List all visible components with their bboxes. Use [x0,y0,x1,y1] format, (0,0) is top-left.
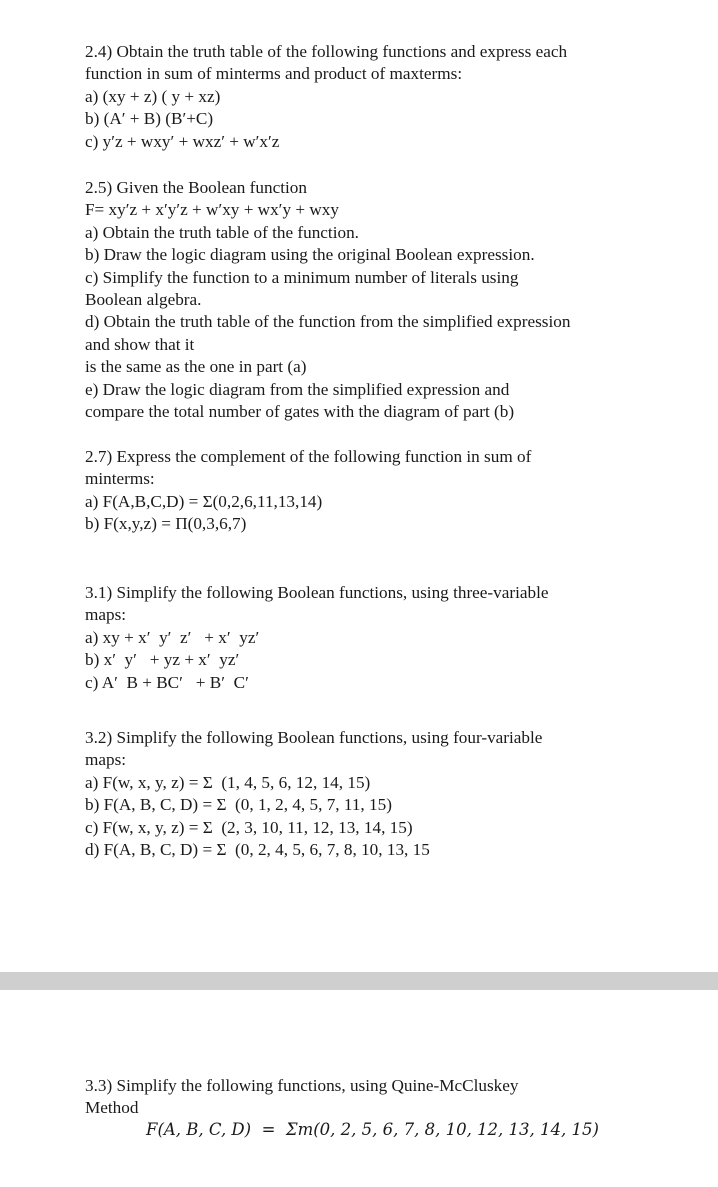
problem-3-1-part-c: c) A′ B + BC′ + B′ C′ [85,672,249,692]
problem-3-2-part-a: a) F(w, x, y, z) = Σ (1, 4, 5, 6, 12, 14, 15) [85,772,371,792]
problem-3-3-equation: F(A, B, C, D) = Σm(0, 2, 5, 6, 7, 8, 10, 12, 13, 14, 15) [146,1120,599,1139]
problem-3-1-line: 3.1) Simplify the following Boolean functions, using three-variable [85,583,549,602]
problem-2-5-part-e: e) Draw the logic diagram from the simplified expression and [85,379,510,399]
problem-2-5 [85,177,645,423]
problem-2-5-line: and show that it [85,334,195,354]
problem-2-4-line: 2.4) Obtain the truth table of the following functions and express each [85,42,568,61]
problem-3-1 [85,582,645,694]
problem-2-4-part-c: c) y′z + wxy′ + wxz′ + w′x′z [85,131,280,151]
problem-3-1-part-b: b) x′ y′ + yz + x′ yz′ [85,650,240,670]
problem-3-2-line: 3.2) Simplify the following Boolean functions, using four-variable [85,728,543,747]
problem-3-3-line: Method [85,1098,139,1118]
problem-2-5-part-a: a) Obtain the truth table of the function. [85,222,359,242]
problem-2-4-part-b: b) (A′ + B) (B′+C) [85,109,214,129]
problem-2-7-line: 2.7) Express the complement of the following function in sum of [85,447,532,466]
problem-2-5-part-d: d) Obtain the truth table of the function from the simplified expression [85,312,571,332]
problem-2-7-part-b: b) F(x,y,z) = Π(0,3,6,7) [85,514,247,534]
problem-2-4-part-a: a) (xy + z) ( y + xz) [85,86,221,106]
problem-2-7-line: minterms: [85,469,155,489]
problem-2-5-function: F= xy′z + x′y′z + w′xy + wx′y + wxy [85,200,339,220]
problem-2-5-line: Boolean algebra. [85,290,202,310]
problem-2-7-part-a: a) F(A,B,C,D) = Σ(0,2,6,11,13,14) [85,491,323,511]
problem-2-4 [85,41,645,153]
problem-2-7 [85,446,645,536]
page-separator [0,972,718,990]
problem-2-5-part-c: c) Simplify the function to a minimum number of literals using [85,267,519,287]
problem-3-2-part-c: c) F(w, x, y, z) = Σ (2, 3, 10, 11, 12, 13, 14, 15) [85,817,413,837]
problem-3-2-part-d: d) F(A, B, C, D) = Σ (0, 2, 4, 5, 6, 7, 8, 10, 13, 15 [85,840,430,860]
problem-2-5-line: compare the total number of gates with the diagram of part (b) [85,402,515,422]
problem-3-2-line: maps: [85,750,127,770]
problem-2-5-line: is the same as the one in part (a) [85,357,307,377]
problem-3-2 [85,727,645,861]
problem-2-5-line: 2.5) Given the Boolean function [85,178,307,197]
problem-3-1-line: maps: [85,605,127,625]
problem-3-1-part-a: a) xy + x′ y′ z′ + x′ yz′ [85,627,260,647]
problem-3-3-line: 3.3) Simplify the following functions, using Quine-McCluskey [85,1076,519,1095]
problem-2-4-line: function in sum of minterms and product of maxterms: [85,64,463,84]
problem-3-2-part-b: b) F(A, B, C, D) = Σ (0, 1, 2, 4, 5, 7, 11, 15) [85,795,392,815]
problem-3-3 [85,1075,645,1120]
problem-2-5-part-b: b) Draw the logic diagram using the original Boolean expression. [85,245,535,265]
